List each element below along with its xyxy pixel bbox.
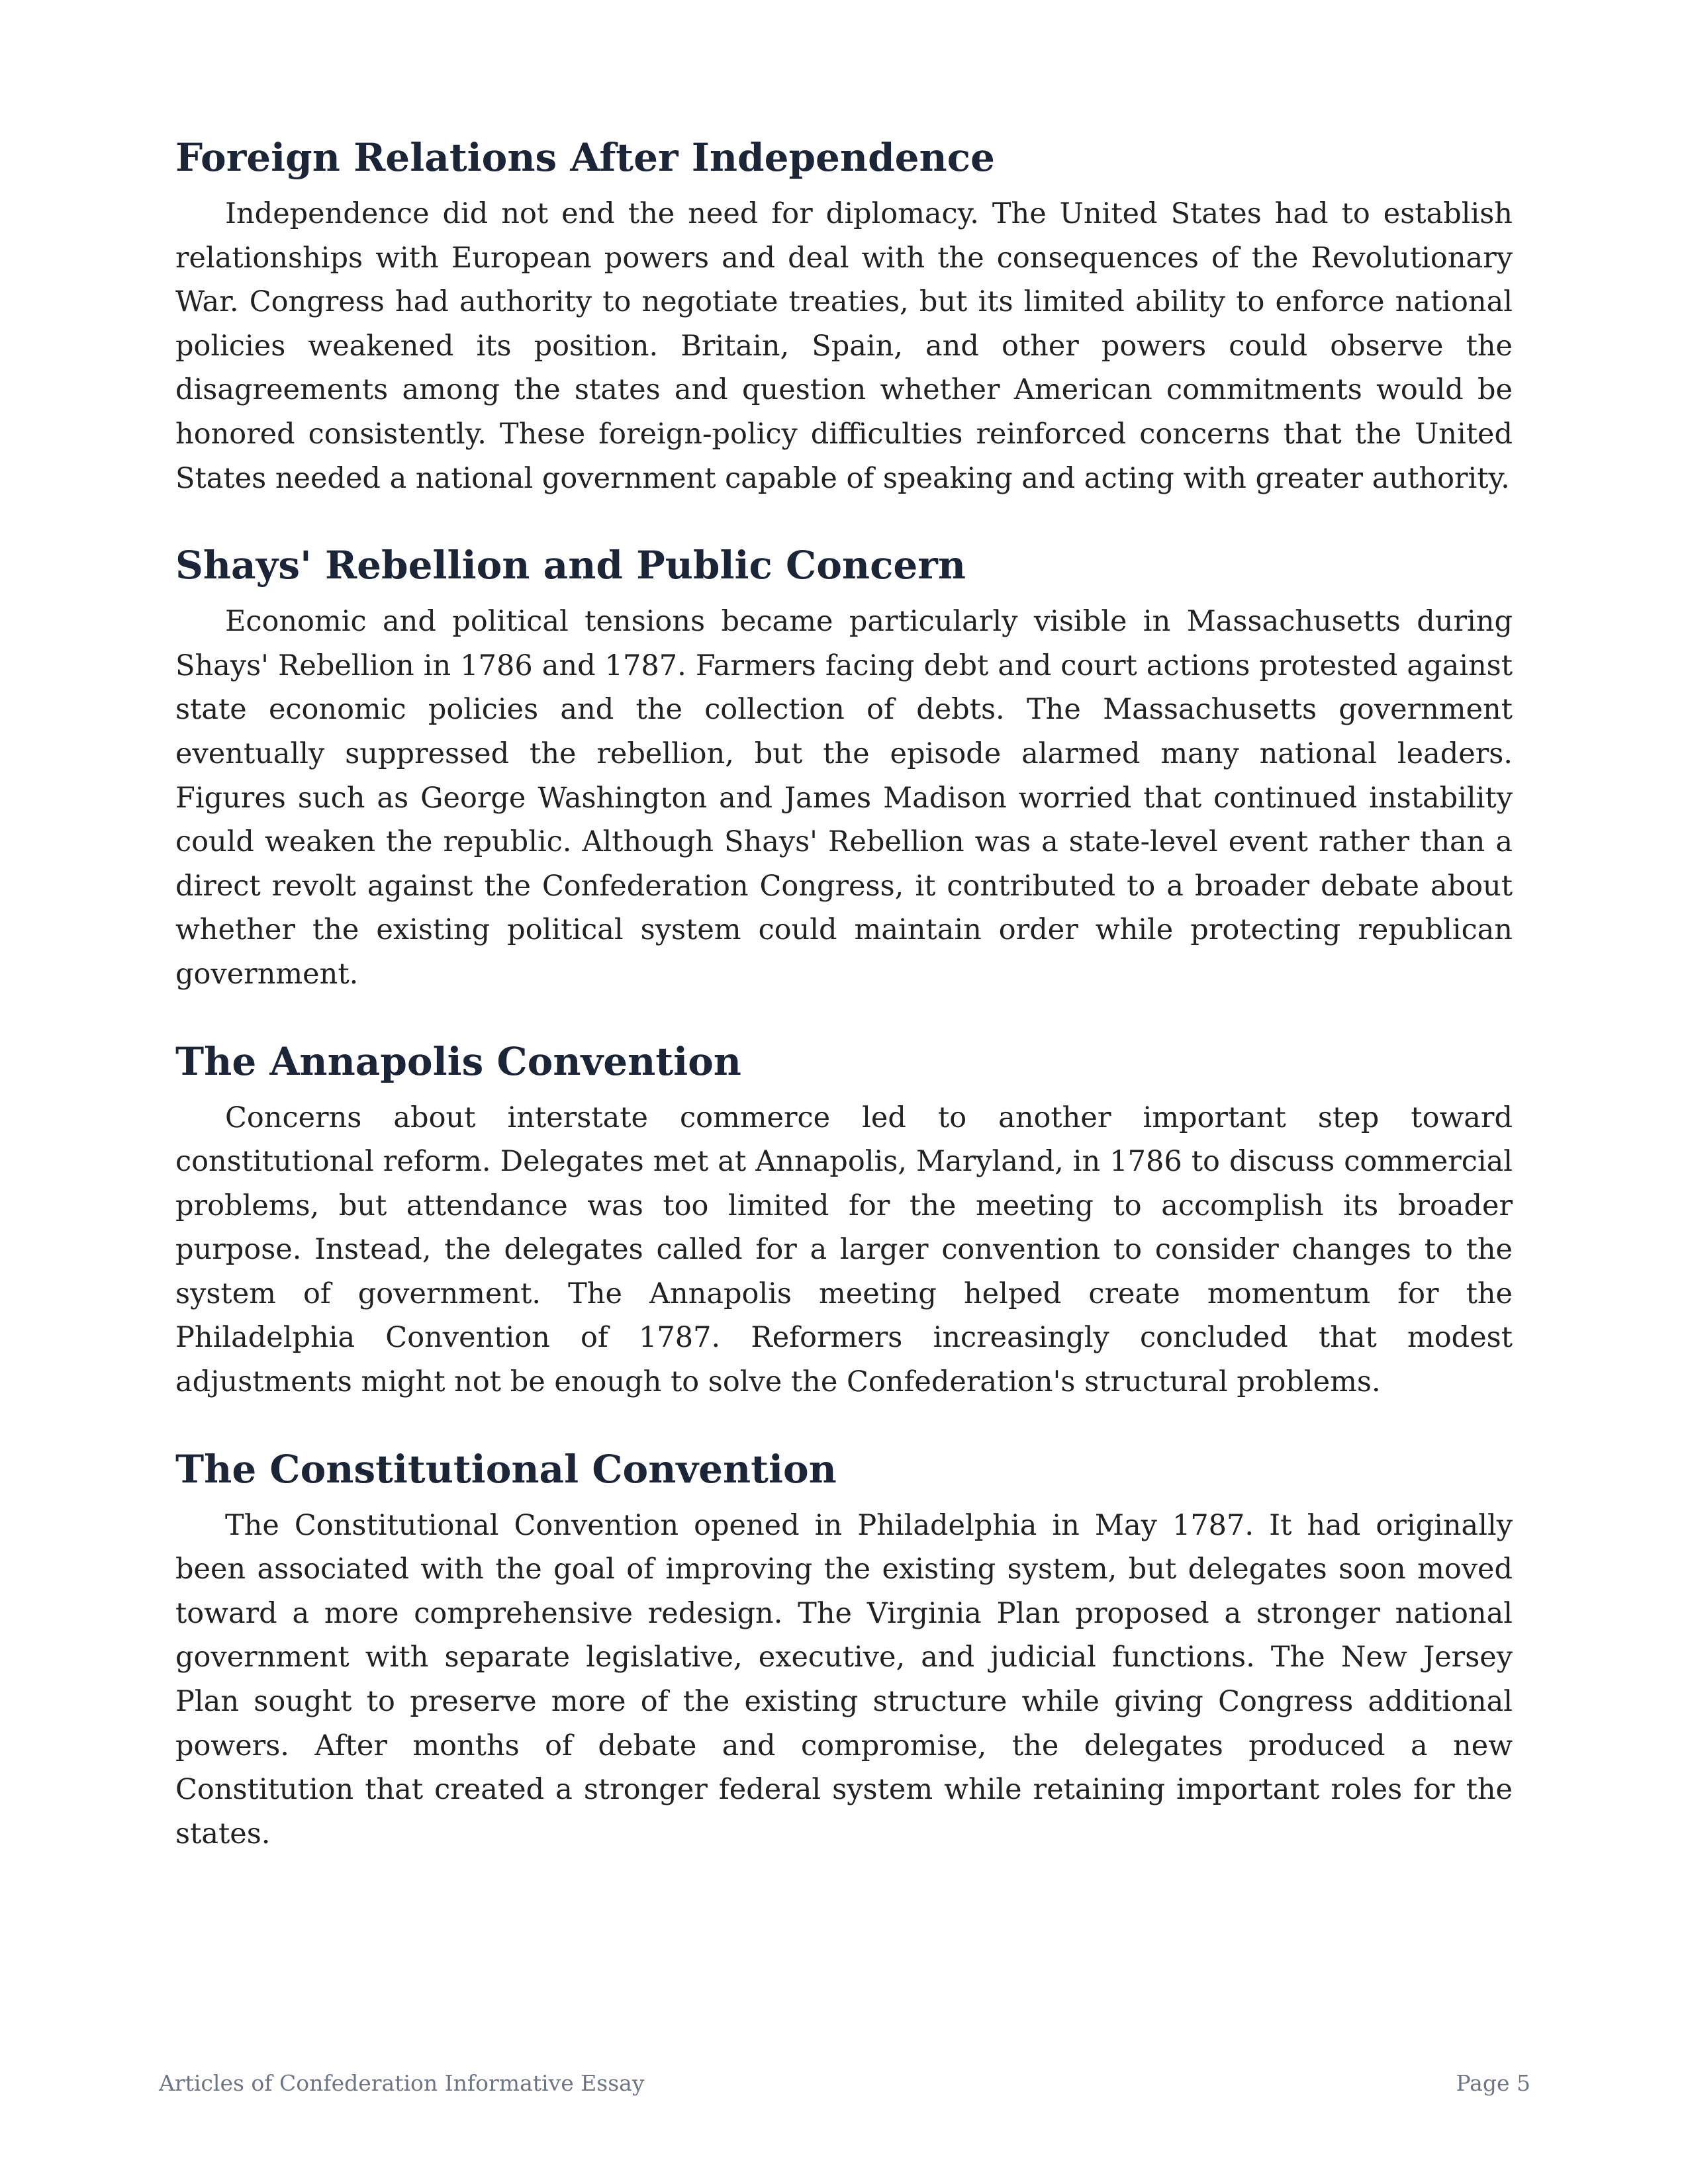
essay-content — [175, 132, 1513, 1895]
page-footer — [159, 2070, 1530, 2096]
section-shays-rebellion — [175, 540, 1513, 996]
section-paragraph: Concerns about interstate commerce led to another important step toward constitutional reform. Delegates met at Annapolis, Maryland, in 1786 to discuss commercial problems, but attendance was too limited for the meeting to accomplish its broader purpose. Instead, the delegates called for a larger convention to consider changes to the system of government. The Annapolis meeting helped create momentum for the Philadelphia Convention of 1787. Reformers increasingly concluded that modest adjustments might not be enough to solve the Confederation's structural problems. — [175, 1101, 1513, 1399]
section-heading: The Annapolis Convention — [175, 1038, 741, 1084]
footer-page-number: Page 5 — [1456, 2070, 1530, 2096]
section-heading: Foreign Relations After Independence — [175, 135, 995, 180]
section-heading: Shays' Rebellion and Public Concern — [175, 543, 966, 588]
section-annapolis-convention — [175, 1036, 1513, 1404]
section-paragraph: The Constitutional Convention opened in Philadelphia in May 1787. It had originally been associated with the goal of improving the existing system, but delegates soon moved toward a more comprehensive redesign. The Virginia Plan proposed a stronger national government with separate legislative, executive, and judicial functions. The New Jersey Plan sought to preserve more of the existing structure while giving Congress additional powers. After months of debate and compromise, the delegates produced a new Constitution that created a stronger federal system while retaining important roles for the states. — [175, 1508, 1513, 1850]
footer-document-title: Articles of Confederation Informative Essay — [159, 2070, 645, 2096]
section-paragraph: Independence did not end the need for diplomacy. The United States had to establish relationships with European powers and deal with the consequences of the Revolutionary War. Congress had authority to negotiate treaties, but its limited ability to enforce national policies weakened its position. Britain, Spain, and other powers could observe the disagreements among the states and question whether American commitments would be honored consistently. These foreign-policy difficulties reinforced concerns that the United States needed a national government capable of speaking and acting with greater authority. — [175, 197, 1513, 495]
section-heading: The Constitutional Convention — [175, 1446, 837, 1492]
section-paragraph: Economic and political tensions became particularly visible in Massachusetts during Shays' Rebellion in 1786 and 1787. Farmers facing debt and court actions protested against state economic policies and the collection of debts. The Massachusetts government eventually suppressed the rebellion, but the episode alarmed many national leaders. Figures such as George Washington and James Madison worried that continued instability could weaken the republic. Although Shays' Rebellion was a state-level event rather than a direct revolt against the Confederation Congress, it contributed to a broader debate about whether the existing political system could maintain order while protecting republican government. — [175, 605, 1513, 991]
section-constitutional-convention — [175, 1444, 1513, 1856]
section-foreign-relations — [175, 132, 1513, 500]
